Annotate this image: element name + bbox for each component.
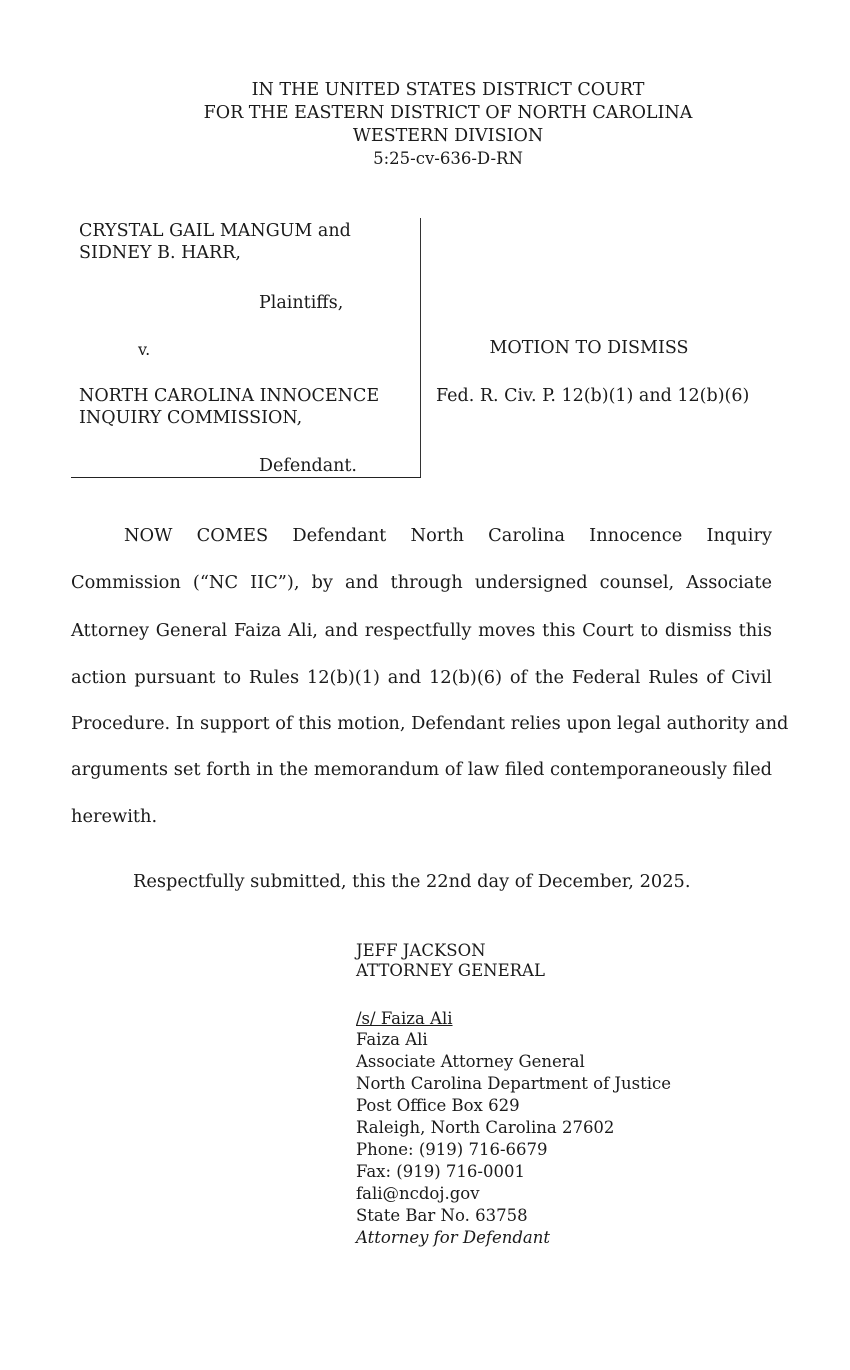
submission-date-line: Respectfully submitted, this the 22nd day of December, 2025. [133,871,691,892]
signer-department: North Carolina Department of Justice [356,1074,672,1093]
attorney-role: Attorney for Defendant [356,1228,550,1247]
electronic-signature: /s/ Faiza Ali [356,1009,453,1028]
attorney-general-title: ATTORNEY GENERAL [356,961,545,980]
fax-number: Fax: (919) 716-0001 [356,1162,525,1181]
court-division: WESTERN DIVISION [352,126,544,146]
address-line1: Post Office Box 629 [356,1096,520,1115]
rule-citation: Fed. R. Civ. P. 12(b)(1) and 12(b)(6) [436,386,750,406]
defendant-name-line1: NORTH CAROLINA INNOCENCE [79,386,380,406]
defendant-name-line2: INQUIRY COMMISSION, [79,408,303,428]
signer-title: Associate Attorney General [356,1052,585,1071]
attorney-general-name: JEFF JACKSON [356,941,486,960]
caption-divider-horizontal [71,477,421,478]
body-line: action pursuant to Rules 12(b)(1) and 12(b)(6) of the Federal Rules of Civil [71,667,772,688]
plaintiff-names-line1: CRYSTAL GAIL MANGUM and [79,221,351,241]
bar-number: State Bar No. 63758 [356,1206,528,1225]
body-line: Attorney General Faiza Ali, and respectfully moves this Court to dismiss this [71,620,772,641]
body-line: arguments set forth in the memorandum of law filed contemporaneously filed [71,759,772,780]
signer-name: Faiza Ali [356,1030,428,1049]
defendant-label: Defendant. [259,456,357,476]
body-line: herewith. [71,806,158,827]
phone-number: Phone: (919) 716-6679 [356,1140,548,1159]
body-line: Commission (“NC IIC”), by and through undersigned counsel, Associate [71,572,772,593]
court-district: FOR THE EASTERN DISTRICT OF NORTH CAROLINA [203,103,693,123]
case-number: 5:25-cv-636-D-RN [373,149,523,168]
versus-label: v. [138,340,151,359]
body-line: Procedure. In support of this motion, Defendant relies upon legal authority and [71,713,789,734]
email-address: fali@ncdoj.gov [356,1184,480,1203]
court-name: IN THE UNITED STATES DISTRICT COURT [251,80,645,100]
body-line: NOW COMES Defendant North Carolina Innocence Inquiry [124,525,772,546]
plaintiff-names-line2: SIDNEY B. HARR, [79,243,241,263]
address-line2: Raleigh, North Carolina 27602 [356,1118,615,1137]
plaintiffs-label: Plaintiffs, [259,293,344,313]
document-title: MOTION TO DISMISS [489,338,689,358]
